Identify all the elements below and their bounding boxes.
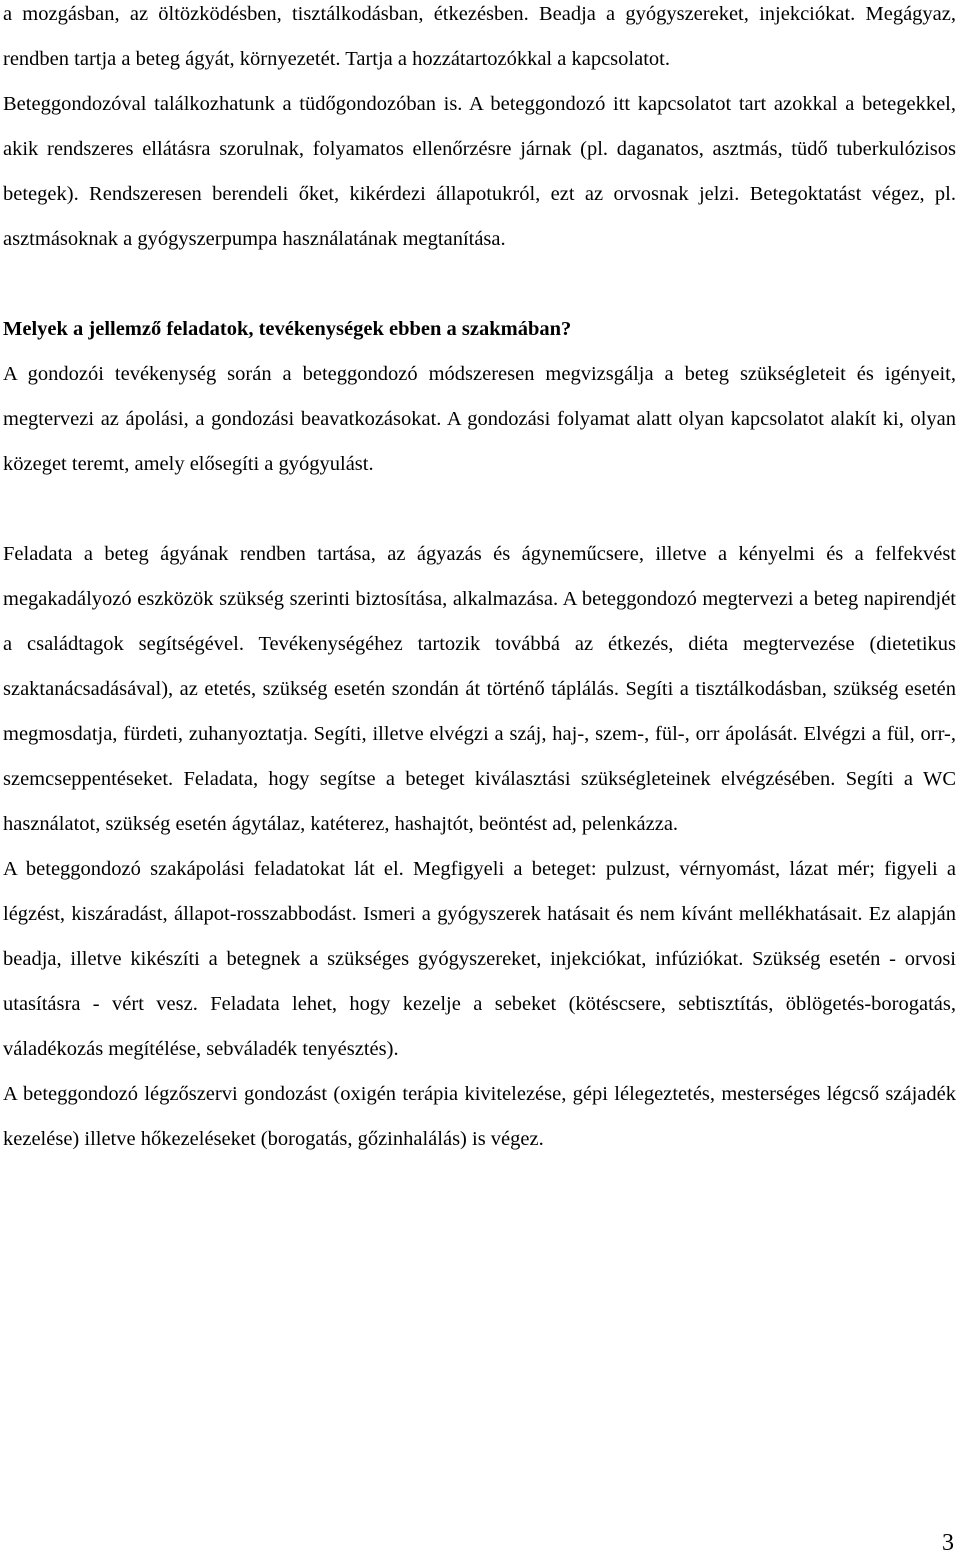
- page-number: 3: [942, 1530, 954, 1556]
- paragraph-intro-1: a mozgásban, az öltözködésben, tisztálkodásban, étkezésben. Beadja a gyógyszereket, injekciókat. Megágyaz, rendben tartja a beteg ágyát, környezetét. Tartja a hozzátartozókkal a kapcsolatot.: [3, 3, 956, 70]
- paragraph-gap: [3, 262, 956, 307]
- paragraph-intro-2: Beteggondozóval találkozhatunk a tüdőgondozóban is. A beteggondozó itt kapcsolatot tart azokkal a betegekkel, akik rendszeres ellátásra szorulnak, folyamatos ellenőrzésre járnak (pl. daganatos, asztmás, tüdő tuberkulózisos betegek). Rendszeresen berendeli őket, kikérdezi állapotukról, ezt az orvosnak jelzi. Betegoktatást végez, pl. asztmásoknak a gyógyszerpumpa használatának megtanítása.: [3, 93, 956, 250]
- paragraph-after-heading: A gondozói tevékenység során a beteggondozó módszeresen megvizsgálja a beteg szükségleteit és igényeit, megtervezi az ápolási, a gondozási beavatkozásokat. A gondozási folyamat alatt olyan kapcsolatot alakít ki, olyan közeget teremt, amely elősegíti a gyógyulást.: [3, 363, 956, 475]
- paragraph-body-2: A beteggondozó szakápolási feladatokat lát el. Megfigyeli a beteget: pulzust, vérnyomást, lázat mér; figyeli a légzést, kiszáradást, állapot-rosszabbodást. Ismeri a gyógyszerek hatásait és nem kívánt mellékhatásait. Ez alapján beadja, illetve kikészíti a betegnek a szükséges gyógyszereket, injekciókat, infúziókat. Szükség esetén - orvosi utasításra - vért vesz. Feladata lehet, hogy kezelje a sebeket (kötéscsere, sebtisztítás, öblögetés-borogatás, váladékozás megítélése, sebváladék tenyésztés).: [3, 858, 956, 1060]
- paragraph-gap: [3, 487, 956, 532]
- paragraph-body-1: Feladata a beteg ágyának rendben tartása, az ágyazás és ágyneműcsere, illetve a kényelmi és a felfekvést megakadályozó eszközök szükség szerinti biztosítása, alkalmazása. A beteggondozó megtervezi a beteg napirendjét a családtagok segítségével. Tevékenységéhez tartozik továbbá az étkezés, diéta megtervezése (dietetikus szaktanácsadásával), az etetés, szükség esetén szondán át történő táplálás. Segíti a tisztálkodásban, szükség esetén megmosdatja, fürdeti, zuhanyoztatja. Segíti, illetve elvégzi a száj, haj-, szem-, fül-, orr ápolását. Elvégzi a fül, orr-, szemcseppentéseket. Feladata, hogy segítse a beteget kiválasztási szükségleteinek elvégzésében. Segíti a WC használatot, szükség esetén ágytálaz, katéterez, hashajtót, beöntést ad, pelenkázza.: [3, 543, 956, 835]
- document-page: [3, 0, 956, 1162]
- paragraph-body-3: A beteggondozó légzőszervi gondozást (oxigén terápia kivitelezése, gépi lélegeztetés, mesterséges légcső szájadék kezelése) illetve hőkezeléseket (borogatás, gőzinhalálás) is végez.: [3, 1083, 956, 1150]
- section-heading: Melyek a jellemző feladatok, tevékenységek ebben a szakmában?: [3, 318, 572, 340]
